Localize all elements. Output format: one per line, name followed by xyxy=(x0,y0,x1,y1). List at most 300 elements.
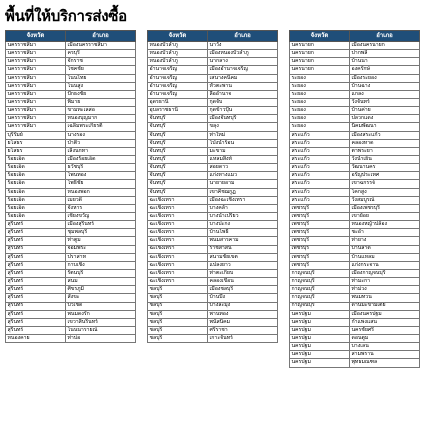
district-cell: เกาะจันทร์ xyxy=(208,335,278,343)
province-cell: สุรินทร์ xyxy=(6,294,66,302)
table-row xyxy=(290,318,420,326)
district-cell: แกลง xyxy=(350,90,420,98)
district-cell: บางละมุง xyxy=(208,302,278,310)
district-cell: ดอนตูม xyxy=(350,335,420,343)
district-cell: แก่งหางแมว xyxy=(208,172,278,180)
district-cell: ท่าตูม xyxy=(66,237,136,245)
table-row xyxy=(148,180,278,188)
district-cell: เขาย้อย xyxy=(350,212,420,220)
table-row xyxy=(290,42,420,50)
district-cell: เมืองอำนาจเจริญ xyxy=(208,66,278,74)
province-cell: สุรินทร์ xyxy=(6,269,66,277)
table-row xyxy=(290,261,420,269)
province-cell: จันทบุรี xyxy=(148,147,208,155)
district-cell: ขลุง xyxy=(208,123,278,131)
table-row xyxy=(290,131,420,139)
table-row xyxy=(148,188,278,196)
district-cell: เมืองระยอง xyxy=(350,74,420,82)
province-cell: นครปฐม xyxy=(290,326,350,334)
province-cell: ระยอง xyxy=(290,98,350,106)
province-cell: นครราชสีมา xyxy=(6,74,66,82)
table-row xyxy=(290,253,420,261)
table-row xyxy=(290,107,420,115)
district-cell: เมืองนครราชสีมา xyxy=(66,42,136,50)
table-row xyxy=(290,229,420,237)
district-cell: ธวัชบุรี xyxy=(66,164,136,172)
table-row xyxy=(6,115,136,123)
district-cell: สนามชัยเขต xyxy=(208,253,278,261)
province-cell: ชลบุรี xyxy=(148,318,208,326)
district-cell: เชียงขวัญ xyxy=(66,212,136,220)
table-row xyxy=(6,261,136,269)
province-cell: นครนายก xyxy=(290,58,350,66)
district-cell: คลองเขื่อน xyxy=(208,278,278,286)
district-cell: โป่งน้ำร้อน xyxy=(208,139,278,147)
province-cell: สุรินทร์ xyxy=(6,237,66,245)
table-row xyxy=(290,172,420,180)
table-row xyxy=(148,98,278,106)
district-cell: เมืองนครนายก xyxy=(350,42,420,50)
table-row xyxy=(290,286,420,294)
table-row xyxy=(148,82,278,90)
province-cell: สระแก้ว xyxy=(290,164,350,172)
province-cell: นครราชสีมา xyxy=(6,123,66,131)
province-cell: ฉะเชิงเทรา xyxy=(148,245,208,253)
province-cell: ระยอง xyxy=(290,90,350,98)
table-row xyxy=(290,302,420,310)
district-cell: ศรีราชา xyxy=(208,326,278,334)
district-cell: นครชัยศรี xyxy=(350,326,420,334)
table-row xyxy=(6,204,136,212)
province-cell: ร้อยเอ็ด xyxy=(6,164,66,172)
table-row xyxy=(148,155,278,163)
table-row xyxy=(290,180,420,188)
table-row xyxy=(6,155,136,163)
province-cell: ฉะเชิงเทรา xyxy=(148,196,208,204)
table-row xyxy=(290,139,420,147)
table-row xyxy=(148,212,278,220)
district-cell: พนมสารคาม xyxy=(208,237,278,245)
table-row xyxy=(290,343,420,351)
header-province: จังหวัด xyxy=(6,31,66,42)
table-row xyxy=(6,294,136,302)
district-cell: เฉลิมพระเกียรติ xyxy=(66,123,136,131)
district-cell: เสนางคนิคม xyxy=(208,74,278,82)
page-title: พื้นที่ให้บริการส่งซื้อ xyxy=(5,7,127,25)
table-row xyxy=(290,221,420,229)
table-row xyxy=(290,204,420,212)
district-cell: หนองหญ้าปล้อง xyxy=(350,221,420,229)
district-cell: ท่าตะเกียบ xyxy=(208,269,278,277)
district-cell: เมืองร้อยเอ็ด xyxy=(66,155,136,163)
district-cell: ตาพระยา xyxy=(350,147,420,155)
province-cell: ร้อยเอ็ด xyxy=(6,172,66,180)
province-cell: ฉะเชิงเทรา xyxy=(148,278,208,286)
province-cell: นครราชสีมา xyxy=(6,107,66,115)
table-row xyxy=(148,286,278,294)
province-cell: สุรินทร์ xyxy=(6,261,66,269)
table-row xyxy=(148,204,278,212)
table-row xyxy=(290,74,420,82)
province-cell: กาญจนบุรี xyxy=(290,269,350,277)
district-cell: ศีขรภูมิ xyxy=(66,286,136,294)
province-cell: ชลบุรี xyxy=(148,335,208,343)
district-cell: เมืองจันทบุรี xyxy=(208,115,278,123)
district-cell: แปลงยาว xyxy=(208,261,278,269)
table-row xyxy=(148,58,278,66)
table-row xyxy=(6,212,136,220)
district-cell: คลองหาด xyxy=(350,139,420,147)
district-cell: เขาคิชฌกูฏ xyxy=(208,188,278,196)
table-row xyxy=(6,253,136,261)
district-cell: บ้านค่าย xyxy=(350,107,420,115)
table-row xyxy=(290,98,420,106)
district-cell: เมืองกาญจนบุรี xyxy=(350,269,420,277)
province-cell: จันทบุรี xyxy=(148,131,208,139)
province-cell: ร้อยเอ็ด xyxy=(6,155,66,163)
header-district: อำเภอ xyxy=(66,31,136,42)
province-cell: ชลบุรี xyxy=(148,326,208,334)
table-row xyxy=(6,74,136,82)
province-cell: นครปฐม xyxy=(290,310,350,318)
table-row xyxy=(6,318,136,326)
district-cell: ปลวกแดง xyxy=(350,115,420,123)
district-cell: กุดจับ xyxy=(208,98,278,106)
table-row xyxy=(148,90,278,98)
province-cell: สระแก้ว xyxy=(290,180,350,188)
province-cell: อำนาจเจริญ xyxy=(148,90,208,98)
district-cell: เมืองเพชรบุรี xyxy=(350,204,420,212)
province-cell: เพชรบุรี xyxy=(290,212,350,220)
district-cell: กุดข้าวปุ้น xyxy=(208,107,278,115)
province-cell: ฉะเชิงเทรา xyxy=(148,212,208,220)
province-cell: ฉะเชิงเทรา xyxy=(148,229,208,237)
province-cell: ชลบุรี xyxy=(148,310,208,318)
province-cell: อุดรธานี xyxy=(148,98,208,106)
table-row xyxy=(6,131,136,139)
province-cell: เพชรบุรี xyxy=(290,221,350,229)
province-cell: กาญจนบุรี xyxy=(290,302,350,310)
district-cell: บ้านโพธิ์ xyxy=(208,229,278,237)
table-row xyxy=(148,74,278,82)
table-row xyxy=(6,50,136,58)
table-row xyxy=(6,188,136,196)
table-row xyxy=(6,172,136,180)
district-cell: เมืองนครปฐม xyxy=(350,310,420,318)
province-cell: นครราชสีมา xyxy=(6,66,66,74)
table-row xyxy=(6,58,136,66)
table-row xyxy=(148,66,278,74)
table-row xyxy=(6,66,136,74)
table-row xyxy=(6,269,136,277)
district-cell: เมยวดี xyxy=(66,196,136,204)
province-cell: สระแก้ว xyxy=(290,172,350,180)
district-cell: สอยดาว xyxy=(208,164,278,172)
table-row xyxy=(6,278,136,286)
province-cell: ชลบุรี xyxy=(148,286,208,294)
province-cell: นครนายก xyxy=(290,66,350,74)
table-row xyxy=(148,237,278,245)
table-row xyxy=(6,147,136,155)
province-cell: ร้อยเอ็ด xyxy=(6,196,66,204)
table-row xyxy=(6,164,136,172)
table-row xyxy=(6,237,136,245)
district-cell: ครบุรี xyxy=(66,50,136,58)
province-cell: จันทบุรี xyxy=(148,172,208,180)
province-cell: ชลบุรี xyxy=(148,294,208,302)
table-row xyxy=(148,131,278,139)
province-cell: ร้อยเอ็ด xyxy=(6,180,66,188)
district-cell: บางน้ำเปรี้ยว xyxy=(208,212,278,220)
service-area-table-2 xyxy=(147,30,278,343)
province-cell: ระยอง xyxy=(290,115,350,123)
district-cell: บัวเชด xyxy=(66,302,136,310)
header-province: จังหวัด xyxy=(148,31,208,42)
province-cell: สระแก้ว xyxy=(290,147,350,155)
table-row xyxy=(148,253,278,261)
province-cell: กาญจนบุรี xyxy=(290,278,350,286)
table-row xyxy=(148,139,278,147)
header-province: จังหวัด xyxy=(290,31,350,42)
province-cell: สุรินทร์ xyxy=(6,245,66,253)
province-cell: นครราชสีมา xyxy=(6,98,66,106)
district-cell: องครักษ์ xyxy=(350,66,420,74)
table-row xyxy=(290,278,420,286)
province-cell: ฉะเชิงเทรา xyxy=(148,269,208,277)
table-row xyxy=(148,294,278,302)
province-cell: นครราชสีมา xyxy=(6,82,66,90)
province-cell: อุบลราชธานี xyxy=(148,107,208,115)
table-row xyxy=(290,123,420,131)
table-row xyxy=(148,123,278,131)
district-cell: ลืออำนาจ xyxy=(208,90,278,98)
table-row xyxy=(290,212,420,220)
district-cell: โนนไทย xyxy=(66,74,136,82)
district-cell: จักราช xyxy=(66,58,136,66)
province-cell: จันทบุรี xyxy=(148,115,208,123)
table-row xyxy=(290,326,420,334)
province-cell: หนองบัวลำภู xyxy=(148,58,208,66)
district-cell: เขวาสินรินทร์ xyxy=(66,318,136,326)
table-row xyxy=(290,245,420,253)
district-cell: รัตนบุรี xyxy=(66,269,136,277)
province-cell: จันทบุรี xyxy=(148,123,208,131)
district-cell: ท่าม่วง xyxy=(350,286,420,294)
table-row xyxy=(6,123,136,131)
province-cell: นครปฐม xyxy=(290,359,350,367)
district-cell: พานทอง xyxy=(208,310,278,318)
province-cell: จันทบุรี xyxy=(148,180,208,188)
province-cell: นครราชสีมา xyxy=(6,115,66,123)
province-cell: ร้อยเอ็ด xyxy=(6,188,66,196)
district-cell: นายายอาม xyxy=(208,180,278,188)
province-cell: หนองบัวลำภู xyxy=(148,42,208,50)
district-cell: บ้านนา xyxy=(350,58,420,66)
district-cell: เขาฉกรรจ์ xyxy=(350,180,420,188)
table-row xyxy=(6,326,136,334)
table-row xyxy=(290,90,420,98)
province-cell: ฉะเชิงเทรา xyxy=(148,221,208,229)
province-cell: กาญจนบุรี xyxy=(290,294,350,302)
table-row xyxy=(148,115,278,123)
service-area-table-3 xyxy=(289,30,420,368)
district-cell: บางคล้า xyxy=(208,204,278,212)
table-row xyxy=(290,294,420,302)
province-cell: นครราชสีมา xyxy=(6,50,66,58)
district-cell: บางปะกง xyxy=(208,221,278,229)
province-cell: จันทบุรี xyxy=(148,164,208,172)
province-cell: จันทบุรี xyxy=(148,155,208,163)
province-cell: นครนายก xyxy=(290,42,350,50)
province-cell: สุรินทร์ xyxy=(6,221,66,229)
province-cell: จันทบุรี xyxy=(148,139,208,147)
table-row xyxy=(6,286,136,294)
district-cell: ท่ายาง xyxy=(350,237,420,245)
table-row xyxy=(148,318,278,326)
province-cell: ฉะเชิงเทรา xyxy=(148,261,208,269)
district-cell: เมืองชลบุรี xyxy=(208,286,278,294)
province-cell: ระยอง xyxy=(290,107,350,115)
table-row xyxy=(148,302,278,310)
district-cell: สนม xyxy=(66,278,136,286)
table-row xyxy=(148,196,278,204)
table-row xyxy=(290,115,420,123)
district-cell: เลิงนกทา xyxy=(66,147,136,155)
district-cell: พิมาย xyxy=(66,98,136,106)
table-row xyxy=(6,302,136,310)
district-cell: บ้านฉาง xyxy=(350,82,420,90)
province-cell: ฉะเชิงเทรา xyxy=(148,253,208,261)
province-cell: ฉะเชิงเทรา xyxy=(148,237,208,245)
table-row xyxy=(290,58,420,66)
service-area-table-1 xyxy=(5,30,136,343)
province-cell: นครราชสีมา xyxy=(6,90,66,98)
table-row xyxy=(290,66,420,74)
table-row xyxy=(290,351,420,359)
district-cell: ปักธงชัย xyxy=(66,90,136,98)
table-row xyxy=(290,82,420,90)
district-cell: โนนสูง xyxy=(66,82,136,90)
province-cell: ยโสธร xyxy=(6,147,66,155)
table-row xyxy=(148,42,278,50)
province-cell: สระแก้ว xyxy=(290,196,350,204)
table-row xyxy=(6,90,136,98)
header-district: อำเภอ xyxy=(208,31,278,42)
province-cell: สุรินทร์ xyxy=(6,326,66,334)
table-row xyxy=(6,107,136,115)
table-row xyxy=(6,229,136,237)
district-cell: วังจันทร์ xyxy=(350,98,420,106)
district-cell: ท่ามะกา xyxy=(350,278,420,286)
province-cell: สระแก้ว xyxy=(290,188,350,196)
district-cell: ราชสาส์น xyxy=(208,245,278,253)
province-cell: นครปฐม xyxy=(290,351,350,359)
table-row xyxy=(148,278,278,286)
district-cell: หนองบุญมาก xyxy=(66,115,136,123)
district-cell: นิคมพัฒนา xyxy=(350,123,420,131)
province-cell: เพชรบุรี xyxy=(290,245,350,253)
province-cell: ยโสธร xyxy=(6,139,66,147)
table-row xyxy=(6,180,136,188)
table-row xyxy=(290,359,420,367)
district-cell: สังขะ xyxy=(66,294,136,302)
table-row xyxy=(290,237,420,245)
header-district: อำเภอ xyxy=(350,31,420,42)
table-row xyxy=(6,42,136,50)
province-cell: ฉะเชิงเทรา xyxy=(148,204,208,212)
district-cell: บ้านบึง xyxy=(208,294,278,302)
district-cell: ป่าติ้ว xyxy=(66,139,136,147)
district-cell: แก่งกระจาน xyxy=(350,261,420,269)
table-row xyxy=(148,269,278,277)
table-row xyxy=(148,310,278,318)
province-cell: อำนาจเจริญ xyxy=(148,82,208,90)
province-cell: ระยอง xyxy=(290,74,350,82)
province-cell: กาญจนบุรี xyxy=(290,286,350,294)
table-row xyxy=(6,82,136,90)
district-cell: ปากพลี xyxy=(350,50,420,58)
province-cell: ระยอง xyxy=(290,82,350,90)
province-cell: อำนาจเจริญ xyxy=(148,66,208,74)
district-cell: นางรอง xyxy=(66,131,136,139)
district-cell: เมืองสุรินทร์ xyxy=(66,221,136,229)
table-row xyxy=(148,50,278,58)
table-row xyxy=(290,50,420,58)
table-row xyxy=(148,221,278,229)
district-cell: จอมพระ xyxy=(66,245,136,253)
province-cell: สุรินทร์ xyxy=(6,310,66,318)
district-cell: หัวตะพาน xyxy=(208,82,278,90)
province-cell: สระแก้ว xyxy=(290,139,350,147)
district-cell: โพธิ์ชัย xyxy=(66,180,136,188)
table-row xyxy=(148,326,278,334)
province-cell: สุรินทร์ xyxy=(6,286,66,294)
table-row xyxy=(148,164,278,172)
province-cell: สระแก้ว xyxy=(290,155,350,163)
district-cell: นากลาง xyxy=(208,58,278,66)
table-row xyxy=(290,155,420,163)
table-row xyxy=(148,261,278,269)
province-cell: สุรินทร์ xyxy=(6,229,66,237)
province-cell: สระแก้ว xyxy=(290,131,350,139)
table-row xyxy=(148,245,278,253)
province-cell: นครปฐม xyxy=(290,335,350,343)
table-row xyxy=(148,107,278,115)
province-cell: ร้อยเอ็ด xyxy=(6,204,66,212)
province-cell: เพชรบุรี xyxy=(290,261,350,269)
province-cell: เพชรบุรี xyxy=(290,253,350,261)
province-cell: นครนายก xyxy=(290,50,350,58)
province-cell: เพชรบุรี xyxy=(290,204,350,212)
province-cell: สุรินทร์ xyxy=(6,302,66,310)
district-cell: บ้านแหลม xyxy=(350,253,420,261)
table-row xyxy=(290,335,420,343)
table-row xyxy=(6,310,136,318)
province-cell: นครราชสีมา xyxy=(6,58,66,66)
district-cell: ชะอำ xyxy=(350,229,420,237)
district-cell: เมืองหนองบัวลำภู xyxy=(208,50,278,58)
province-cell: บุรีรัมย์ xyxy=(6,131,66,139)
table-row xyxy=(6,98,136,106)
table-row xyxy=(6,221,136,229)
province-cell: สุรินทร์ xyxy=(6,318,66,326)
district-cell: จังหาร xyxy=(66,204,136,212)
district-cell: โพนทอง xyxy=(66,172,136,180)
province-cell: เพชรบุรี xyxy=(290,237,350,245)
province-cell: ร้อยเอ็ด xyxy=(6,212,66,220)
table-row xyxy=(290,269,420,277)
province-cell: ชลบุรี xyxy=(148,302,208,310)
